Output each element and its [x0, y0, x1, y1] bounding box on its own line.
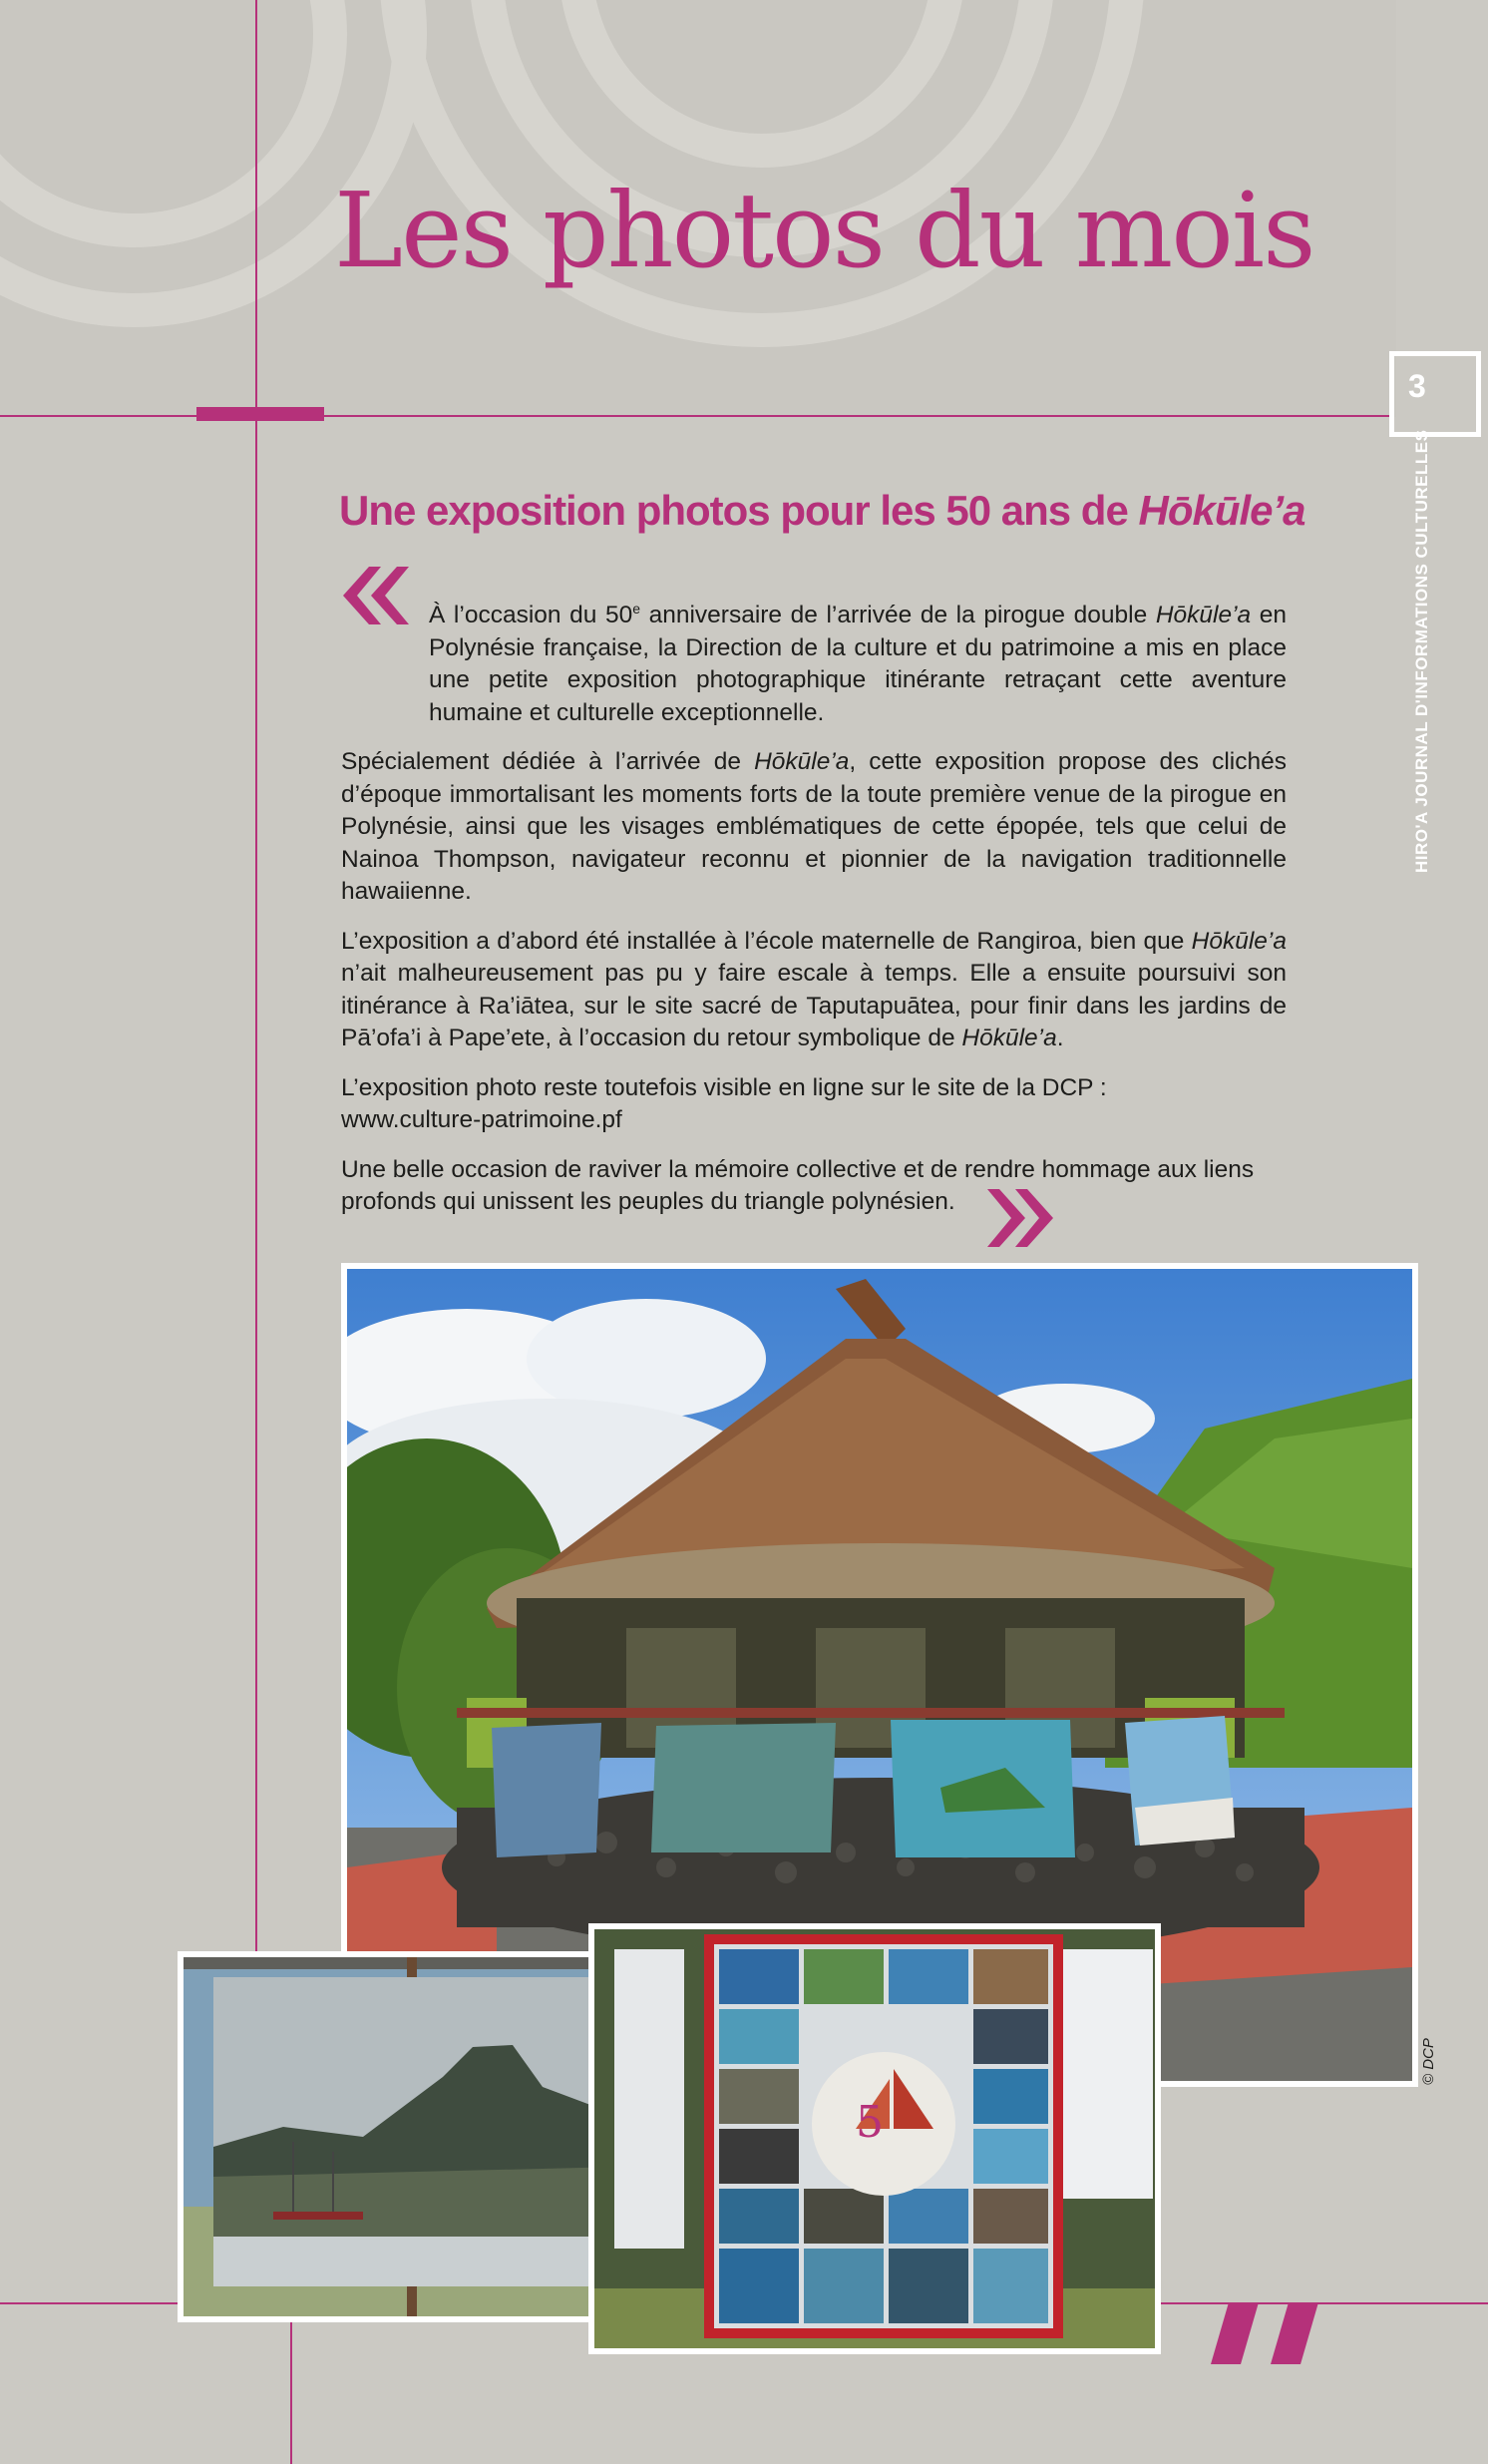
paragraph-closing — [341, 1154, 1287, 1219]
text-run: L’exposition a d’abord été installée à l’école maternelle de Rangiroa, bien que — [341, 927, 1192, 955]
article-subtitle — [339, 487, 1305, 535]
vertical-rule-top — [255, 0, 257, 1955]
text-run: n’ait malheureusement pas pu y faire escale à temps. Elle a ensuite poursuivi son itinérance à Ra’iātea, sur le site sacré de Taputapuātea, pour finir dans les jardins de Pā’ofa’i à Pape’ete, à l’occasion du retour symbolique de — [341, 960, 1287, 1052]
website-url: www.culture-patrimoine.pf — [341, 1106, 622, 1134]
article-body — [341, 593, 1287, 1236]
text-run: À l’occasion du 50 — [429, 602, 633, 629]
page-title: Les photos du mois — [334, 170, 1314, 291]
paragraph-exhibition — [341, 746, 1287, 909]
superscript: e — [632, 601, 640, 616]
subtitle-emphasis: Hōkūle’a — [1138, 487, 1305, 534]
text-run: profonds qui unissent les peuples du triangle polynésien. — [341, 1188, 955, 1216]
canoe-name: Hōkūle’a — [754, 748, 850, 776]
journal-side-label: HIRO'A JOURNAL D'INFORMATIONS CULTURELLES — [1412, 429, 1431, 873]
page-number-box — [1389, 351, 1481, 437]
text-run: en Polynésie française, la Direction de la culture et du patrimoine a mis en place une petite exposition photographique itinérante retraçant cette aventure humaine et culturelle exceptionnelle. — [429, 602, 1287, 726]
text-run: , cette exposition propose des clichés d’époque immortalisant les moments forts de la toute première venue de la pirogue en Polynésie, ainsi que les visages emblématiques de cette épopée, tels que celui de Nainoa Thompson, navigateur reconnu et pionnier de la navigation traditionnelle hawaiienne. — [341, 748, 1287, 906]
text-run: Spécialement dédiée à l’arrivée de — [341, 748, 755, 776]
photo-credit: © DCP — [1420, 2038, 1437, 2085]
decorative-quote-icon — [1207, 2300, 1332, 2366]
canoe-name: Hōkūle’a — [1155, 602, 1252, 629]
vertical-rule-bottom — [290, 2320, 292, 2464]
page-number: 3 — [1408, 368, 1426, 404]
accent-bar — [196, 407, 324, 421]
paragraph-intro — [341, 593, 1287, 729]
canoe-name: Hōkūle’a — [961, 1025, 1057, 1052]
paragraph-itinerary — [341, 926, 1287, 1055]
subtitle-text: Une exposition photos pour les 50 ans de — [339, 487, 1139, 534]
text-run: anniversaire de l’arrivée de la pirogue double — [640, 602, 1156, 629]
photo-anniversary-collage — [588, 1923, 1161, 2354]
footer-line-left — [0, 2302, 180, 2304]
text-run: . — [1056, 1025, 1064, 1052]
collage-badge: 5 — [856, 2097, 884, 2148]
closing-quote-icon — [985, 1187, 1057, 1249]
text-run: L’exposition photo reste toutefois visible en ligne sur le site de la DCP : — [341, 1073, 1107, 1101]
text-run: Une belle occasion de raviver la mémoire collective et de rendre hommage aux liens — [341, 1155, 1255, 1183]
canoe-name: Hōkūle’a — [1191, 927, 1287, 955]
paragraph-online — [341, 1072, 1287, 1137]
